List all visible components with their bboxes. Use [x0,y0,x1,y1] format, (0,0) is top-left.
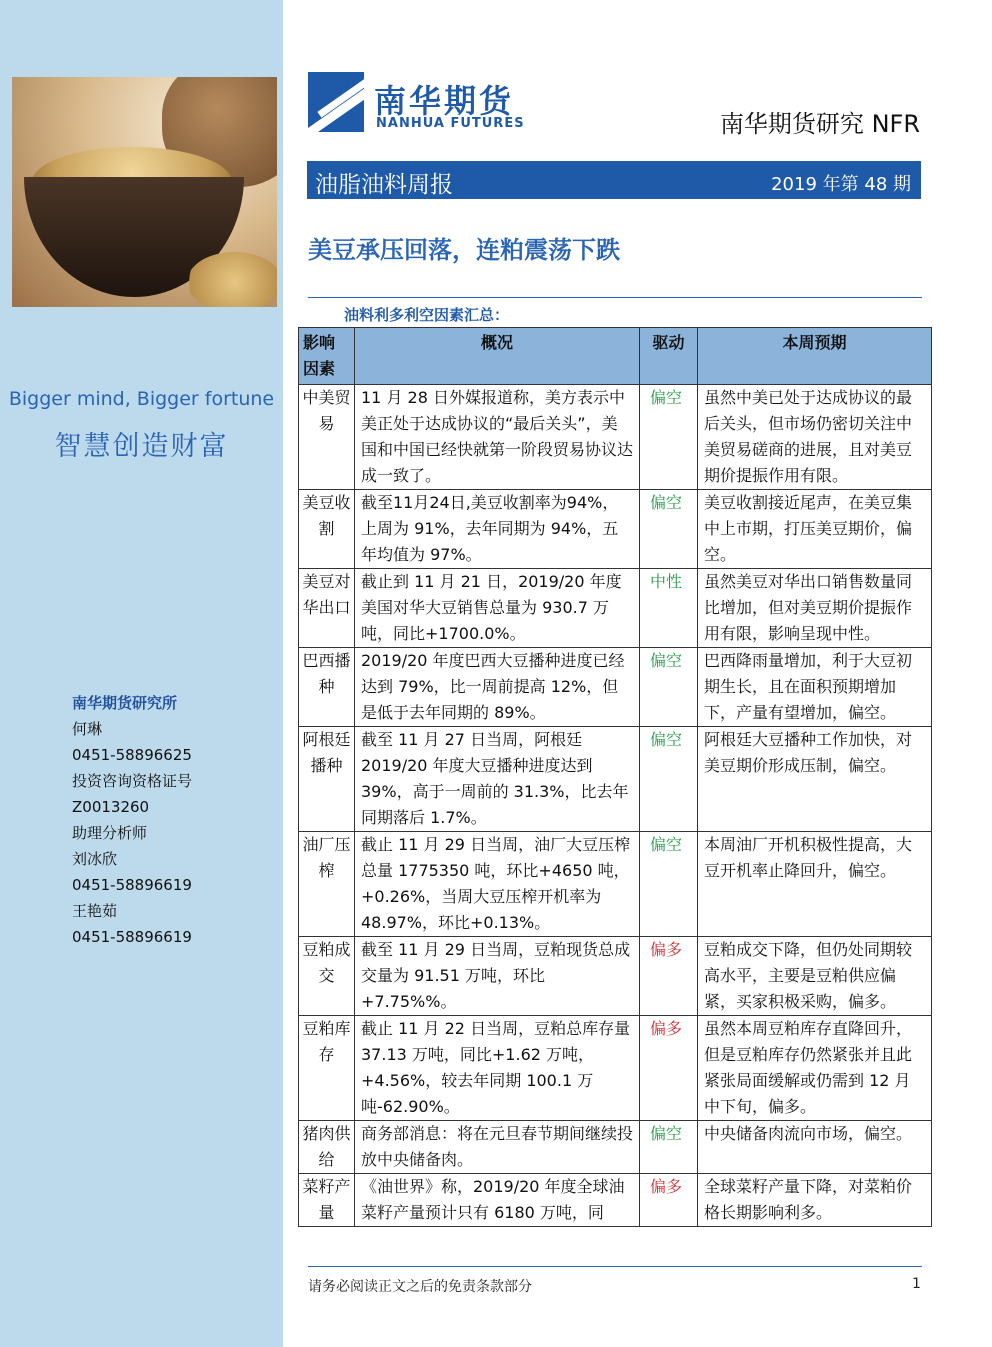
table-row [299,648,932,727]
divider [308,297,922,298]
outlook-cell: 巴西降雨量增加，利于大豆初期生长，且在面积预期增加下，产量有望增加，偏空。 [698,648,932,727]
outlook-cell: 虽然美豆对华出口销售数量同比增加，但对美豆期价提振作用有限，影响呈现中性。 [698,569,932,648]
outlook-cell: 虽然本周豆粕库存直降回升，但是豆粕库存仍然紧张并且此紧张局面缓解或仍需到 12 月中下旬，偏多。 [698,1016,932,1121]
summary-cell: 截止到 11 月 21 日，2019/20 年度美国对华大豆销售总量为 930.7 万吨，同比+1700.0%。 [355,569,640,648]
factor-cell: 美豆收割 [299,490,355,569]
factor-cell: 猪肉供给 [299,1121,355,1174]
contact-line: 0451-58896619 [72,928,192,946]
issue-number: 2019 年第 48 期 [771,174,911,195]
header-summary: 概况 [355,328,640,385]
contact-line: 何琳 [72,720,103,738]
report-title-bar [307,161,921,199]
outlook-cell: 全球菜籽产量下降，对菜粕价格长期影响利多。 [698,1174,932,1227]
drive-cell: 偏空 [640,490,698,569]
contact-line: 助理分析师 [72,824,148,842]
footer-divider [308,1266,922,1267]
report-title: 油脂油料周报 [315,172,453,198]
contact-line: 王艳茹 [72,902,118,920]
factor-cell: 豆粕成交 [299,937,355,1016]
outlook-cell: 中央储备肉流向市场，偏空。 [698,1121,932,1174]
headline: 美豆承压回落，连粕震荡下跌 [308,236,620,264]
outlook-cell: 豆粕成交下降，但仍处同期较高水平，主要是豆粕供应偏紧，买家积极采购，偏多。 [698,937,932,1016]
table-row [299,1121,932,1174]
drive-cell: 偏空 [640,648,698,727]
factor-cell: 美豆对华出口 [299,569,355,648]
table-row [299,385,932,490]
table-row [299,1174,932,1227]
contact-line: 刘冰欣 [72,850,118,868]
summary-cell: 商务部消息：将在元旦春节期间继续投放中央储备肉。 [355,1121,640,1174]
factor-cell: 油厂压榨 [299,832,355,937]
outlook-cell: 阿根廷大豆播种工作加快，对美豆期价形成压制，偏空。 [698,727,932,832]
factor-cell: 中美贸易 [299,385,355,490]
slogan-english: Bigger mind, Bigger fortune [8,388,275,410]
factor-cell: 豆粕库存 [299,1016,355,1121]
summary-cell: 截至 11 月 27 日当周，阿根廷 2019/20 年度大豆播种进度达到 39%，高于一周前的 31.3%，比去年同期落后 1.7%。 [355,727,640,832]
factor-cell: 巴西播种 [299,648,355,727]
brand-name-chinese: 南华期货 [374,82,515,120]
header-drive: 驱动 [640,328,698,385]
drive-cell: 偏多 [640,937,698,1016]
spilled-beans-graphic [187,252,277,307]
table-row [299,1016,932,1121]
drive-cell: 中性 [640,569,698,648]
sidebar [0,0,283,1347]
drive-cell: 偏空 [640,832,698,937]
factor-cell: 阿根廷播种 [299,727,355,832]
summary-cell: 11 月 28 日外媒报道称，美方表示中美正处于达成协议的“最后关头”，美国和中国已经快就第一阶段贸易协议达成一致了。 [355,385,640,490]
outlook-cell: 本周油厂开机积极性提高，大豆开机率止降回升，偏空。 [698,832,932,937]
contact-line: 投资咨询资格证号 [72,772,193,790]
soybean-photo [12,77,277,307]
nanhua-logo-icon [308,72,364,132]
summary-cell: 截至11月24日,美豆收割率为94%，上周为 91%，去年同期为 94%，五年均值为 97%。 [355,490,640,569]
summary-cell: 2019/20 年度巴西大豆播种进度已经达到 79%，比一周前提高 12%，但是低于去年同期的 89%。 [355,648,640,727]
drive-cell: 偏空 [640,1121,698,1174]
outlook-cell: 虽然中美已处于达成协议的最后关头，但市场仍密切关注中美贸易磋商的进展，且对美豆期价提振作用有限。 [698,385,932,490]
table-row [299,569,932,648]
summary-cell: 《油世界》称，2019/20 年度全球油菜籽产量预计只有 6180 万吨，同 [355,1174,640,1227]
brand-name-english: NANHUA FUTURES [376,116,525,131]
table-row [299,490,932,569]
table-header-row [299,328,932,385]
summary-cell: 截止 11 月 29 日当周，油厂大豆压榨总量 1775350 吨，环比+4650 吨，+0.26%，当周大豆压榨开机率为 48.97%，环比+0.13%。 [355,832,640,937]
outlook-cell: 美豆收割接近尾声，在美豆集中上市期，打压美豆期价，偏空。 [698,490,932,569]
table-caption: 油料利多利空因素汇总： [344,306,510,324]
drive-cell: 偏多 [640,1174,698,1227]
footer-disclaimer: 请务必阅读正文之后的免责条款部分 [308,1279,532,1295]
research-label: 南华期货研究 NFR [719,110,920,138]
summary-cell: 截至 11 月 29 日当周，豆粕现货总成交量为 91.51 万吨，环比+7.75%%。 [355,937,640,1016]
institute-name: 南华期货研究所 [72,694,178,712]
table-row [299,832,932,937]
table-row [299,727,932,832]
analyst-contact [72,690,192,950]
drive-cell: 偏空 [640,727,698,832]
factor-cell: 菜籽产量 [299,1174,355,1227]
header-factor: 影响因素 [299,328,355,385]
factor-table [298,327,932,1227]
header-outlook: 本周预期 [698,328,932,385]
slogan-chinese: 智慧创造财富 [54,431,229,462]
contact-line: Z0013260 [72,798,150,816]
drive-cell: 偏多 [640,1016,698,1121]
summary-cell: 截止 11 月 22 日当周，豆粕总库存量 37.13 万吨，同比+1.62 万吨，+4.56%，较去年同期 100.1 万吨-62.90%。 [355,1016,640,1121]
drive-cell: 偏空 [640,385,698,490]
table-row [299,937,932,1016]
contact-line: 0451-58896619 [72,876,192,894]
page-number: 1 [912,1276,921,1292]
contact-line: 0451-58896625 [72,746,192,764]
